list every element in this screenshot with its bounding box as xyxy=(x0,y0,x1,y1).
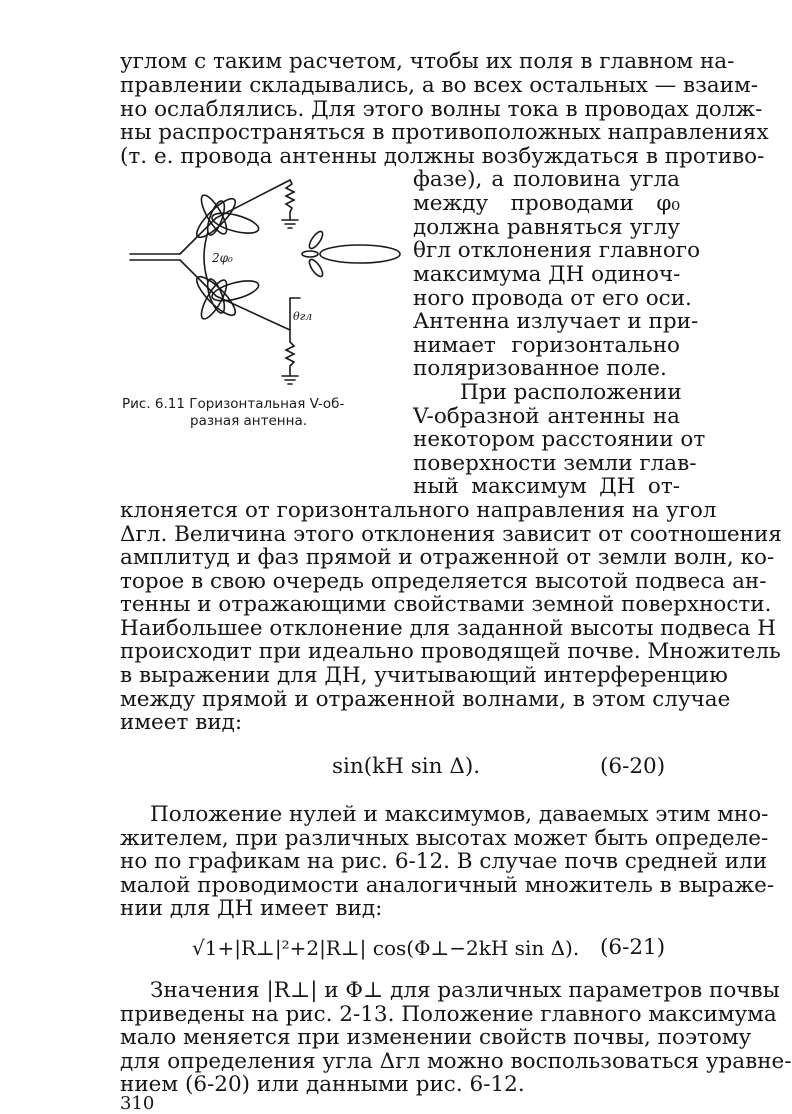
text-line: поверхности земли глав- xyxy=(413,451,697,476)
resistor-lower xyxy=(286,330,294,376)
side-lobe xyxy=(302,251,318,257)
text-line: малой проводимости аналогичный множитель в выраже- xyxy=(120,873,775,898)
text-line: Δгл. Величина этого отклонения зависит от соотношения xyxy=(120,522,782,547)
antenna-arm-upper xyxy=(180,180,290,254)
text-line: между проводами φ₀ xyxy=(413,191,680,216)
resistor-upper xyxy=(286,180,294,220)
text-line: фазе), а половина угла xyxy=(413,167,680,192)
text-line: происходит при идеально проводящей почве. Множитель xyxy=(120,639,781,664)
text-line: нии для ДН имеет вид: xyxy=(120,896,383,921)
theta-label: θгл xyxy=(293,310,313,323)
text-line: Наибольшее отклонение для заданной высоты подвеса H xyxy=(120,616,777,641)
lobe xyxy=(210,209,261,237)
phi-label: 2φ₀ xyxy=(212,251,233,265)
text-line: максимума ДН одиноч- xyxy=(413,262,681,287)
text-line: нием (6-20) или данными рис. 6-12. xyxy=(120,1072,525,1097)
side-lobe xyxy=(307,258,325,279)
text-line: жителем, при различных высотах может быть определе- xyxy=(120,826,769,851)
equation-6-20: sin(kH sin Δ). xyxy=(332,754,481,779)
text-line: V-образной антенны на xyxy=(413,404,680,429)
text-line: но по графикам на рис. 6-12. В случае почв средней или xyxy=(120,849,768,874)
text-line: мало меняется при изменении свойств почвы, поэтому xyxy=(120,1025,752,1050)
text-line: ного провода от его оси. xyxy=(413,286,692,311)
text-line: имеет вид: xyxy=(120,710,243,735)
text-line: для определения угла Δгл можно воспользоваться уравне- xyxy=(120,1049,792,1074)
text-line: клоняется от горизонтального направления на угол xyxy=(120,498,717,523)
text-line: θгл отклонения главного xyxy=(413,238,701,263)
figure-caption: разная антенна. xyxy=(190,413,308,429)
text-line: поляризованное поле. xyxy=(413,356,667,381)
v-antenna-figure xyxy=(120,170,410,392)
equation-number: (6-21) xyxy=(600,935,666,960)
main-lobe xyxy=(320,245,400,263)
angle-arc xyxy=(204,232,208,282)
text-line: Значения |R⊥| и Φ⊥ для различных параметров почвы xyxy=(150,978,780,1003)
antenna-arm-lower xyxy=(180,260,290,330)
figure-caption: Рис. 6.11 Горизонтальная V-об- xyxy=(122,396,345,412)
text-line: должна равняться углу xyxy=(413,215,680,240)
text-line: (т. е. провода антенны должны возбуждаться в противо- xyxy=(120,144,765,169)
equation-6-21: √1+|R⊥|²+2|R⊥| cos(Φ⊥−2kH sin Δ). xyxy=(192,936,580,960)
text-line: При расположении xyxy=(460,380,682,405)
text-line: приведены на рис. 2-13. Положение главного максимума xyxy=(120,1002,777,1027)
side-lobe xyxy=(307,230,325,251)
text-line: амплитуд и фаз прямой и отраженной от земли волн, ко- xyxy=(120,545,775,570)
text-line: углом с таким расчетом, чтобы их поля в главном на- xyxy=(120,49,735,74)
equation-number: (6-20) xyxy=(600,754,666,779)
page-number: 310 xyxy=(120,1093,155,1114)
text-line: тенны и отражающими свойствами земной поверхности. xyxy=(120,592,772,617)
text-line: но ослаблялись. Для этого волны тока в проводах долж- xyxy=(120,97,763,122)
text-line: торое в свою очередь определяется высотой подвеса ан- xyxy=(120,569,767,594)
text-line: ны распространяться в противоположных направлениях xyxy=(120,120,769,145)
text-line: правлении складывались, а во всех остальных — взаим- xyxy=(120,73,758,98)
text-line: Положение нулей и максимумов, даваемых этим мно- xyxy=(150,802,769,827)
text-line: в выражении для ДН, учитывающий интерференцию xyxy=(120,663,728,688)
text-line: ный максимум ДН от- xyxy=(413,474,680,499)
text-line: Антенна излучает и при- xyxy=(413,309,699,334)
text-line: между прямой и отраженной волнами, в этом случае xyxy=(120,687,731,712)
text-line: некотором расстоянии от xyxy=(413,427,706,452)
lobe xyxy=(210,277,261,305)
text-line: нимает горизонтально xyxy=(413,333,680,358)
